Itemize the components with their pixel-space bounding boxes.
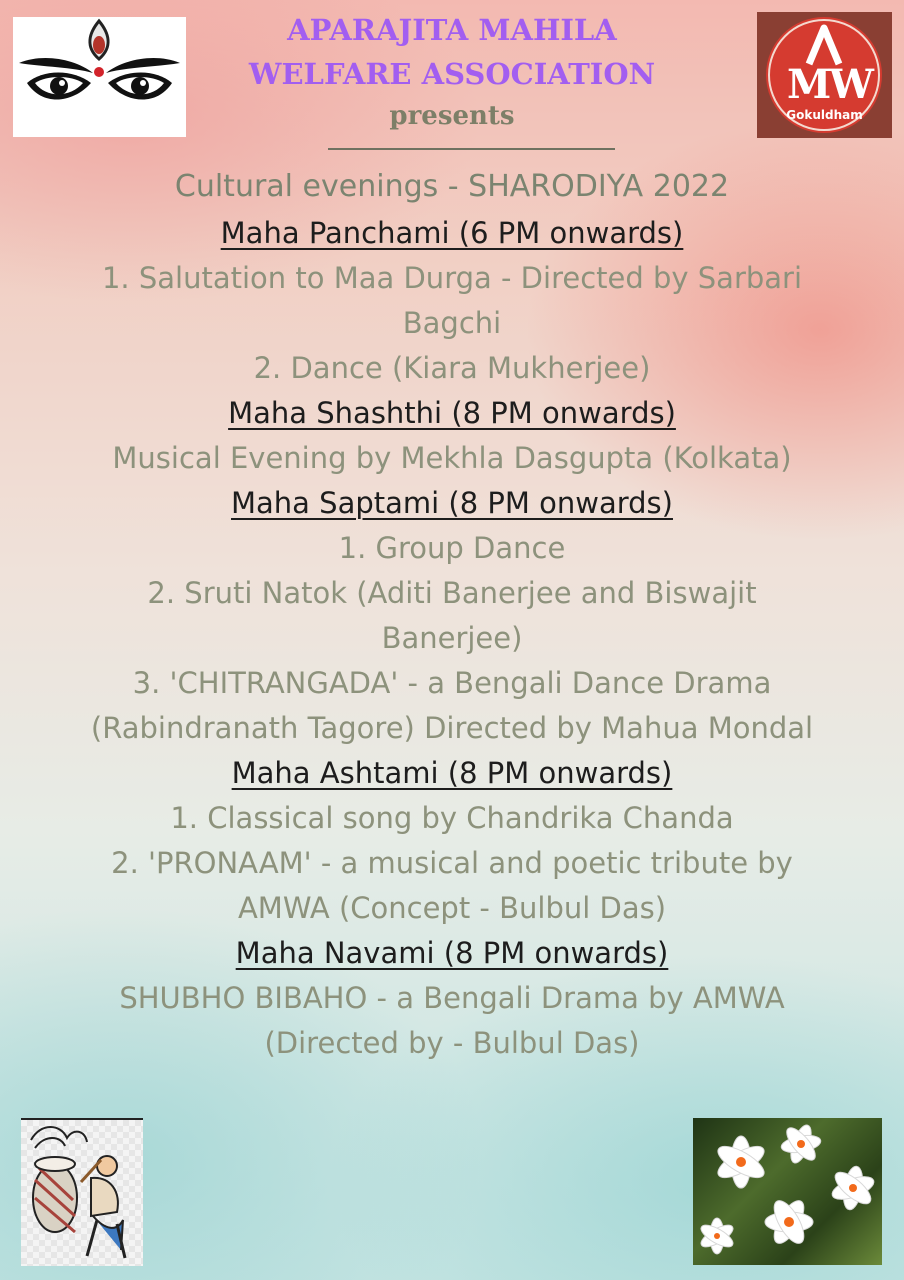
item-line: (Rabindranath Tagore) Directed by Mahua Mondal xyxy=(90,711,814,745)
item-line: 2. Dance (Kiara Mukherjee) xyxy=(253,351,651,385)
drummer-icon xyxy=(21,1120,143,1266)
svg-text:M: M xyxy=(787,61,832,108)
amw-gokuldham-logo xyxy=(757,12,892,138)
day-heading-panchami: Maha Panchami (6 PM onwards) xyxy=(220,216,684,250)
flower-icon xyxy=(693,1118,882,1265)
item-line: 3. 'CHITRANGADA' - a Bengali Dance Drama xyxy=(132,666,772,700)
svg-text:W: W xyxy=(829,61,874,108)
item-line: 1. Classical song by Chandrika Chanda xyxy=(170,801,734,835)
divider xyxy=(328,148,615,150)
presents-text: presents xyxy=(389,101,515,131)
item-line: (Directed by - Bulbul Das) xyxy=(264,1026,640,1060)
item-line: Musical Evening by Mekhla Dasgupta (Kolkata) xyxy=(112,441,792,475)
item-line: 2. 'PRONAAM' - a musical and poetic tribute by xyxy=(111,846,793,880)
event-title: Cultural evenings - SHARODIYA 2022 xyxy=(174,169,730,204)
day-heading-ashtami: Maha Ashtami (8 PM onwards) xyxy=(231,756,673,790)
shiuli-flowers-image xyxy=(693,1118,882,1265)
item-line: 1. Group Dance xyxy=(338,531,566,565)
dhak-drummer-image xyxy=(21,1118,143,1266)
day-heading-shashthi: Maha Shashthi (8 PM onwards) xyxy=(228,396,676,430)
org-name-line2: WELFARE ASSOCIATION xyxy=(248,57,656,91)
item-line: 2. Sruti Natok (Aditi Banerjee and Biswajit xyxy=(147,576,757,610)
item-line: AMWA (Concept - Bulbul Das) xyxy=(237,891,667,925)
logo-caption: Gokuldham xyxy=(786,108,863,122)
schedule xyxy=(0,166,904,1066)
org-name-line1: APARAJITA MAHILA xyxy=(287,13,617,47)
item-line: Banerjee) xyxy=(381,621,523,655)
item-line: Bagchi xyxy=(402,306,502,340)
day-heading-saptami: Maha Saptami (8 PM onwards) xyxy=(231,486,673,520)
day-heading-navami: Maha Navami (8 PM onwards) xyxy=(235,936,669,970)
item-line: SHUBHO BIBAHO - a Bengali Drama by AMWA xyxy=(119,981,785,1015)
item-line: 1. Salutation to Maa Durga - Directed by Sarbari xyxy=(101,261,803,295)
